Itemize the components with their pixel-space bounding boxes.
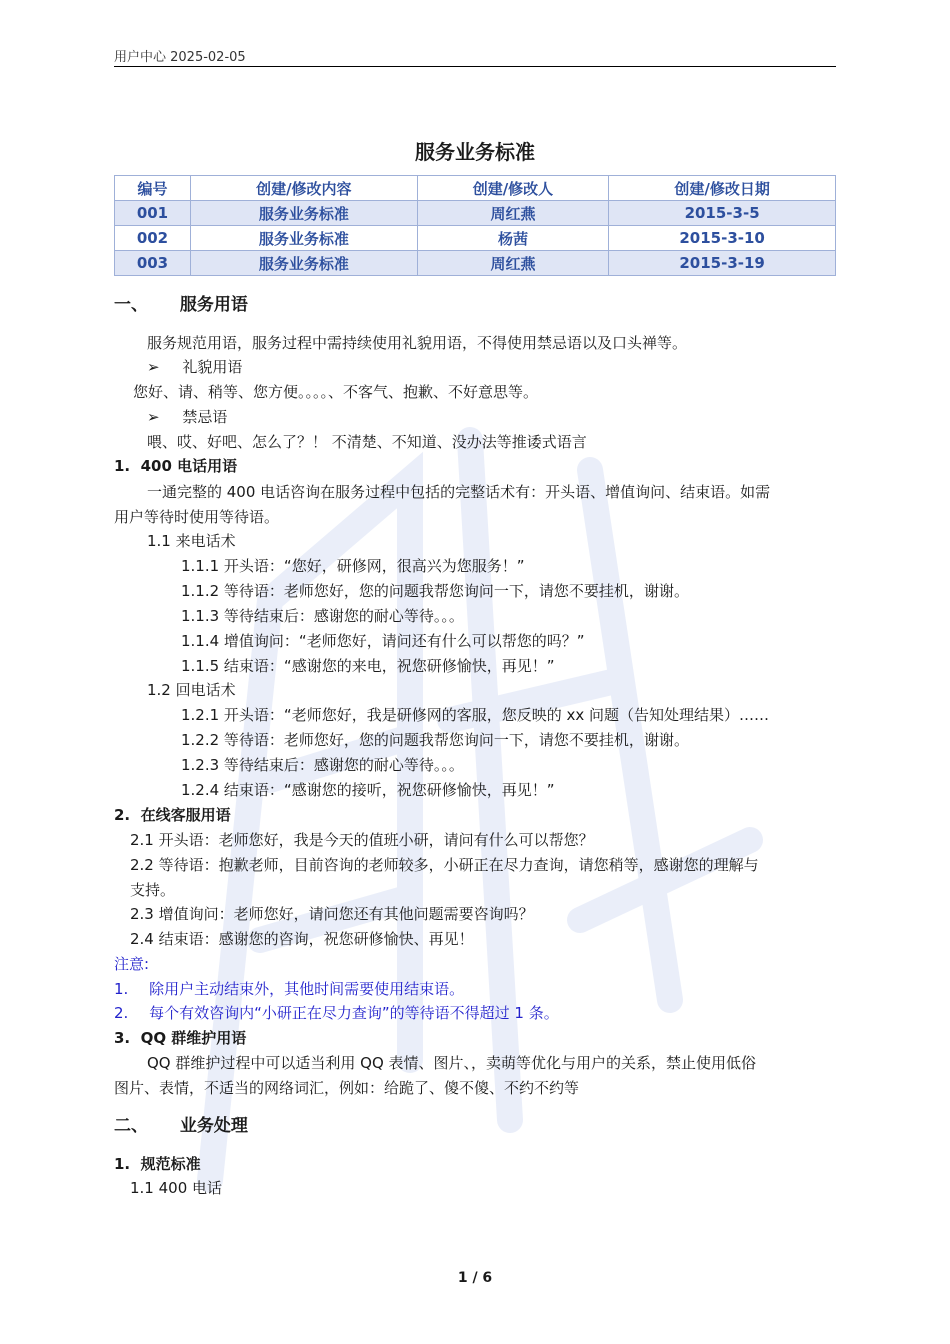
callback-item: 1.2.2 等待语：老师您好，您的问题我帮您询问一下，请您不要挂机，谢谢。 — [181, 731, 689, 749]
phone-heading: 1. 400 电话用语 — [114, 457, 238, 475]
section-1-intro: 服务规范用语，服务过程中需持续使用礼貌用语，不得使用禁忌语以及口头禅等。 — [147, 334, 688, 352]
taboo-label: 禁忌语 — [182, 408, 228, 426]
column-header-id: 编号 — [115, 176, 191, 201]
phone-intro-line-2: 用户等待时使用等待语。 — [114, 508, 280, 526]
table-cell-author: 周红燕 — [417, 201, 609, 226]
page-header — [114, 46, 836, 67]
section-1-heading — [114, 295, 248, 315]
section-2-number: 二、 — [114, 1116, 148, 1136]
standards-heading: 1. 规范标准 — [114, 1155, 201, 1173]
online-item: 2.4 结束语：感谢您的咨询，祝您研修愉快、再见！ — [130, 930, 474, 948]
table-row — [115, 201, 836, 226]
callback-item: 1.2.1 开头语：“老师您好，我是研修网的客服，您反映的 xx 问题（告知处理结果）…… — [181, 706, 769, 724]
table-cell-content: 服务业务标准 — [190, 226, 417, 251]
table-cell-author: 杨茜 — [417, 226, 609, 251]
note-item-number: 2. — [114, 1004, 129, 1022]
document-title: 服务业务标准 — [415, 140, 535, 164]
bullet-arrow-icon: ➢ — [147, 408, 160, 426]
table-cell-author: 周红燕 — [417, 251, 609, 276]
taboo-text: 喂、哎、好吧、怎么了？！ 不清楚、不知道、没办法等推诿式语言 — [147, 433, 587, 451]
incoming-item: 1.1.5 结束语：“感谢您的来电，祝您研修愉快，再见！” — [181, 657, 555, 675]
incoming-item: 1.1.2 等待语：老师您好，您的问题我帮您询问一下，请您不要挂机，谢谢。 — [181, 582, 689, 600]
note-item-text: 除用户主动结束外，其他时间需要使用结束语。 — [149, 980, 465, 998]
note-item — [114, 979, 464, 999]
qq-text-line-2: 图片、表情，不适当的网络词汇，例如：给跪了、傻不傻、不约不约等 — [114, 1079, 580, 1097]
bullet-arrow-icon: ➢ — [147, 358, 160, 376]
note-item-text: 每个有效咨询内“小研正在尽力查询”的等待语不得超过 1 条。 — [149, 1004, 559, 1022]
standards-item: 1.1 400 电话 — [130, 1179, 223, 1197]
online-heading: 2. 在线客服用语 — [114, 806, 231, 824]
incoming-item: 1.1.3 等待结束后：感谢您的耐心等待。。。 — [181, 607, 464, 625]
callback-label: 1.2 回电话术 — [147, 681, 236, 699]
table-cell-date: 2015-3-19 — [609, 251, 836, 276]
online-item: 2.2 等待语：抱歉老师，目前咨询的老师较多，小研正在尽力查询，请您稍等，感谢您的理解与 — [130, 856, 759, 874]
qq-heading: 3. QQ 群维护用语 — [114, 1029, 247, 1047]
table-cell-id: 001 — [115, 201, 191, 226]
online-item: 支持。 — [130, 881, 176, 899]
table-row — [115, 226, 836, 251]
bullet-taboo — [147, 407, 227, 427]
phone-intro-line-1: 一通完整的 400 电话咨询在服务过程中包括的完整话术有：开头语、增值询问、结束语。如需 — [147, 483, 771, 501]
page-number: 1 / 6 — [457, 1270, 493, 1286]
column-header-content: 创建/修改内容 — [190, 176, 417, 201]
bullet-polite — [147, 357, 242, 377]
incoming-item: 1.1.1 开头语：“您好，研修网，很高兴为您服务！” — [181, 557, 525, 575]
section-2-heading — [114, 1116, 248, 1136]
polite-label: 礼貌用语 — [182, 358, 243, 376]
table-cell-date: 2015-3-5 — [609, 201, 836, 226]
revision-table — [114, 175, 836, 276]
online-item: 2.3 增值询问：老师您好，请问您还有其他问题需要咨询吗？ — [130, 905, 534, 923]
callback-item: 1.2.4 结束语：“感谢您的接听，祝您研修愉快，再见！” — [181, 781, 555, 799]
table-cell-content: 服务业务标准 — [190, 251, 417, 276]
section-2-title: 业务处理 — [179, 1116, 248, 1136]
table-cell-id: 002 — [115, 226, 191, 251]
table-cell-date: 2015-3-10 — [609, 226, 836, 251]
table-row — [115, 251, 836, 276]
incoming-item: 1.1.4 增值询问：“老师您好，请问还有什么可以帮您的吗？” — [181, 632, 585, 650]
incoming-label: 1.1 来电话术 — [147, 532, 236, 550]
online-item: 2.1 开头语：老师您好，我是今天的值班小研，请问有什么可以帮您？ — [130, 831, 594, 849]
note-item-number: 1. — [114, 980, 129, 998]
header-text: 用户中心 2025-02-05 — [114, 50, 246, 65]
revision-table-header-row — [115, 176, 836, 201]
section-1-number: 一、 — [114, 295, 148, 315]
section-1-title: 服务用语 — [179, 295, 248, 315]
qq-text-line-1: QQ 群维护过程中可以适当利用 QQ 表情、图片、，卖萌等优化与用户的关系，禁止使用低俗 — [147, 1054, 757, 1072]
note-label: 注意: — [114, 955, 150, 973]
column-header-author: 创建/修改人 — [417, 176, 609, 201]
column-header-date: 创建/修改日期 — [609, 176, 836, 201]
polite-text: 您好、请、稍等、您方便。。。。、不客气、抱歉、不好意思等。 — [133, 383, 539, 401]
note-item — [114, 1003, 559, 1023]
callback-item: 1.2.3 等待结束后：感谢您的耐心等待。。。 — [181, 756, 464, 774]
table-cell-content: 服务业务标准 — [190, 201, 417, 226]
table-cell-id: 003 — [115, 251, 191, 276]
